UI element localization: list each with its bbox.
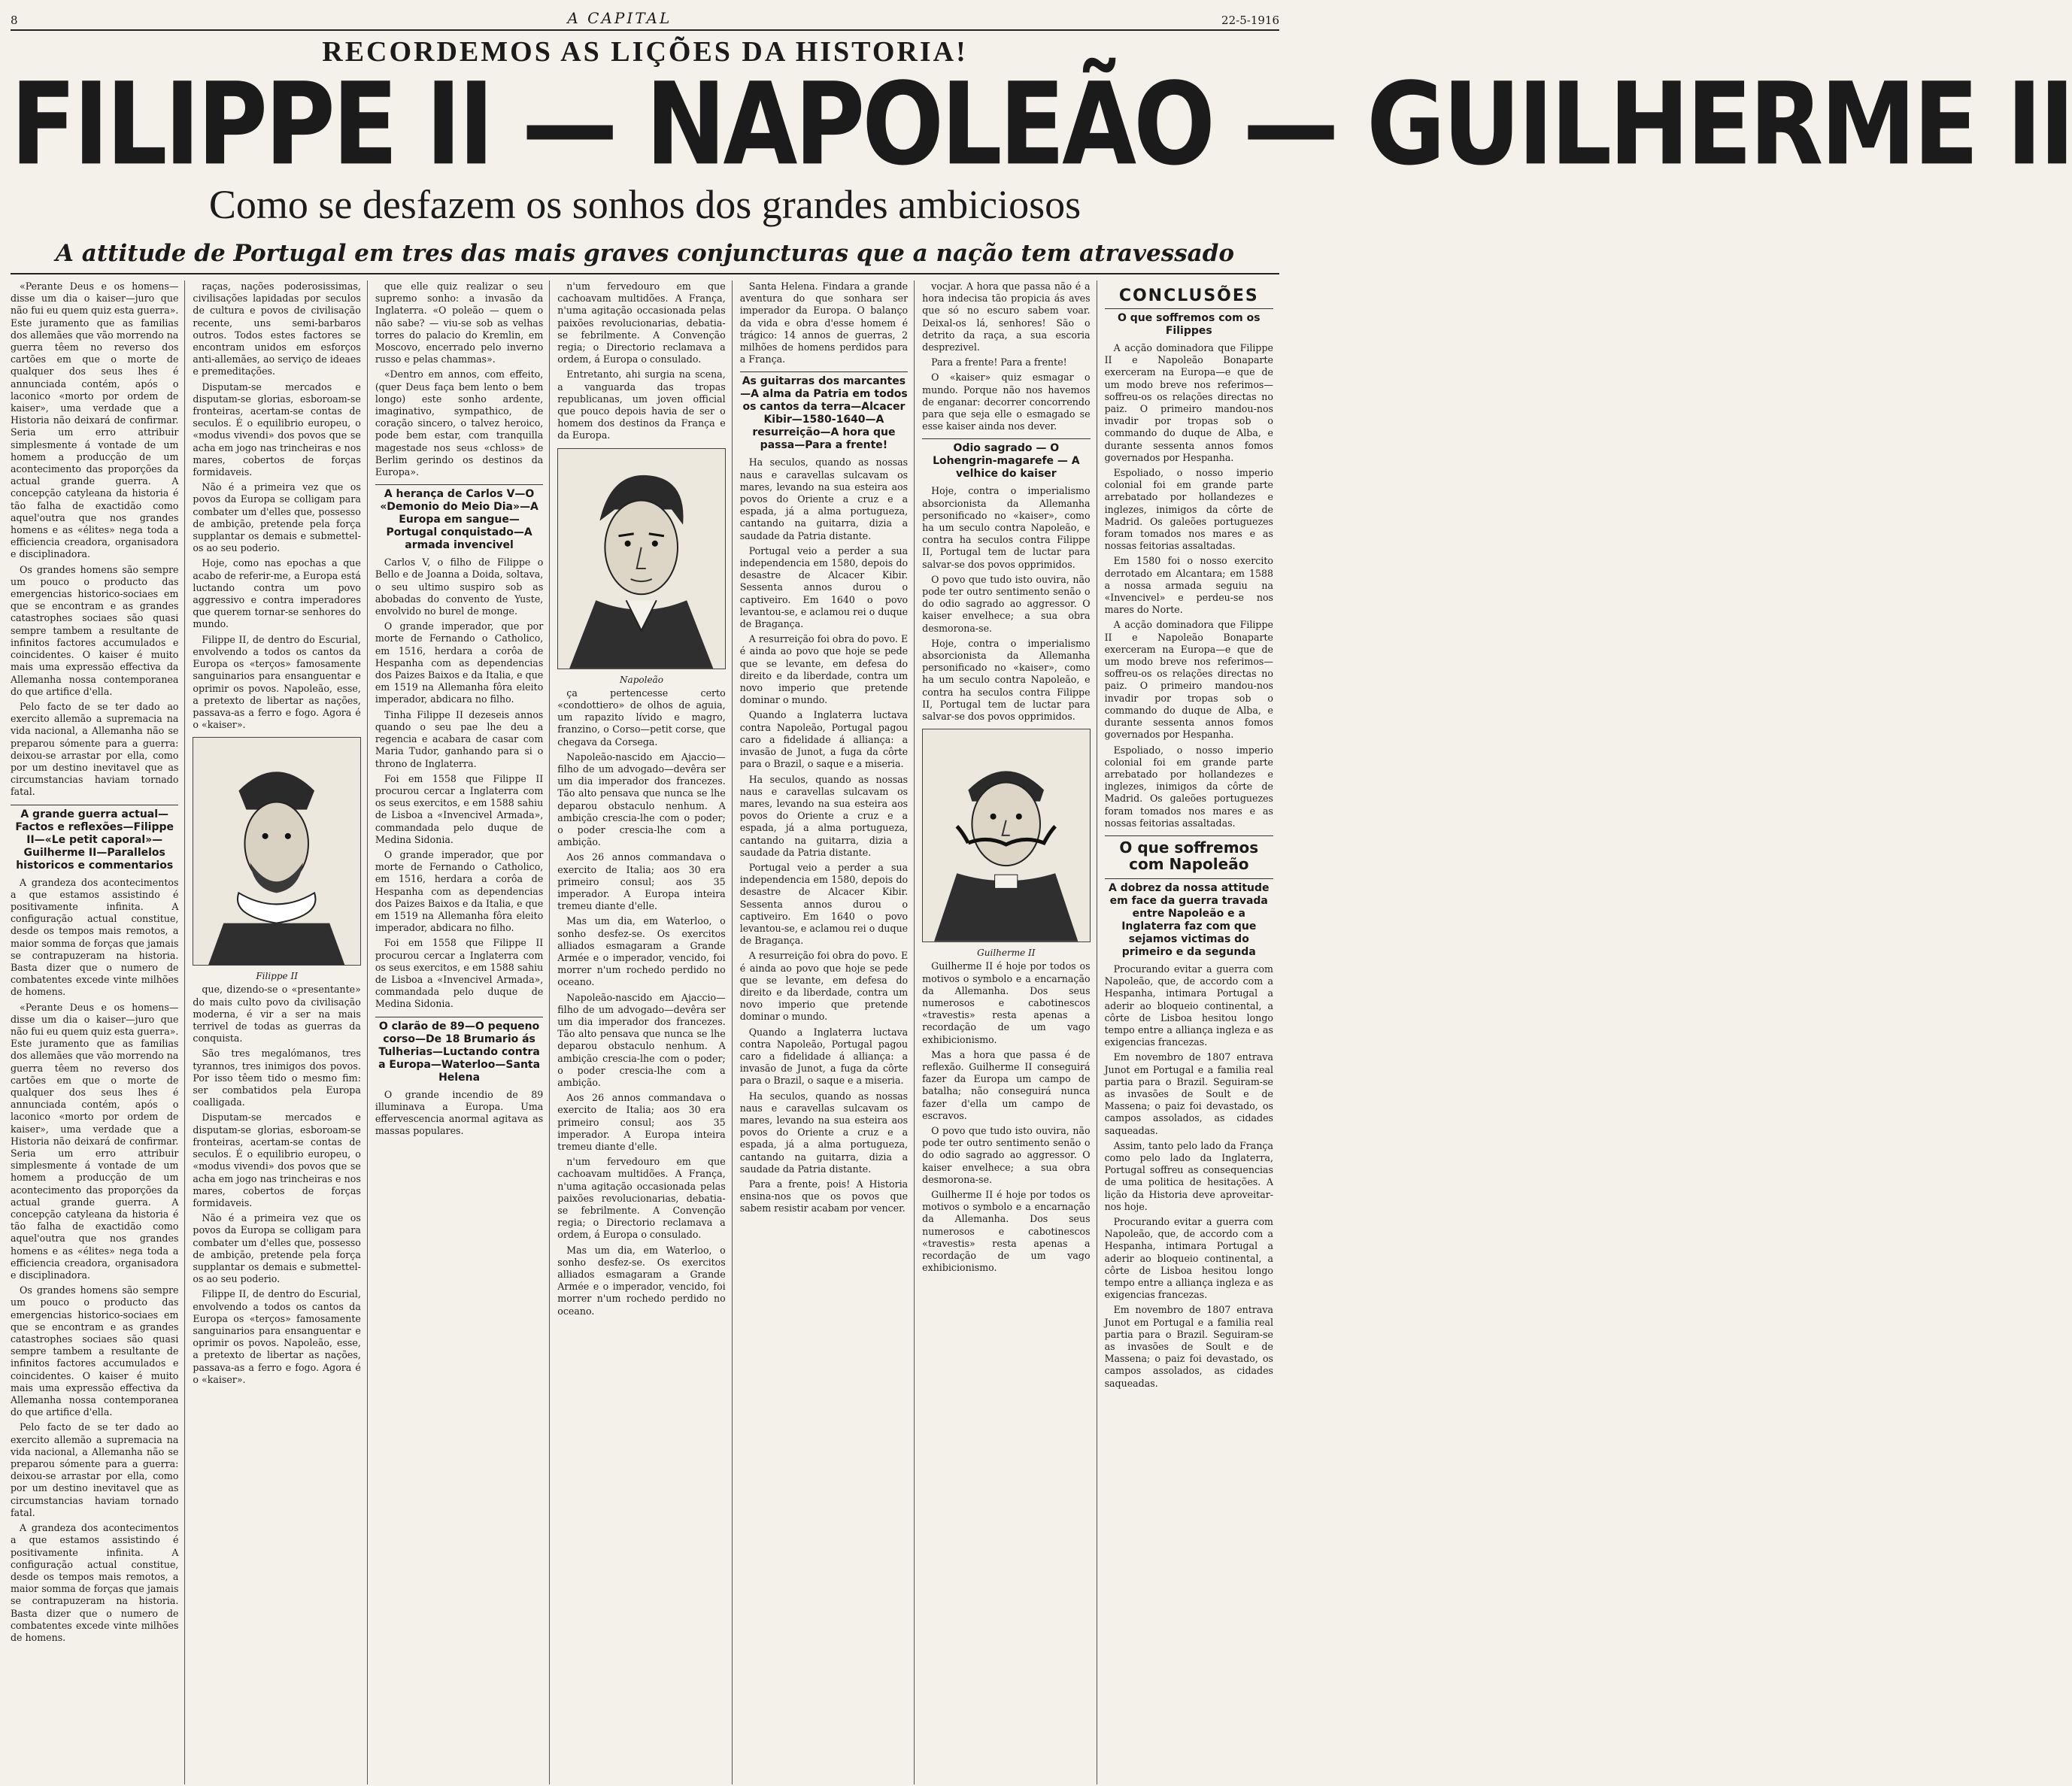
paragraph: Disputam-se mercados e disputam-se glorias, esboroam-se fronteiras, acertam-se contas de seculos. É o equilibrio europeu, o «modus vivendi» dos povos que se acha em jogo nas trincheiras e nos mares, cobertos de forças formidaveis. [193, 1111, 361, 1208]
column-4 [557, 280, 732, 1784]
paragraph: Foi em 1558 que Filippe II procurou cercar a Inglaterra com os seus exercitos, e em 1588 sahiu de Lisboa a «Invencivel Armada», commandada pelo duque de Medina Sidonia. [375, 937, 544, 1010]
section-heading: A herança de Carlos V—O «Demonio do Meio Dia»—A Europa em sangue—Portugal conquistado—A armada invencivel [375, 484, 543, 552]
paragraph: Filippe II, de dentro do Escurial, envolvendo a todos os cantos da Europa os «terços» famosamente sanguinarios para ensanguentar e oprimir os povos. Napoleão, esse, a pretexto de libertar as nações, passava-as a ferro e fogo. Agora é o «kaiser». [193, 1288, 361, 1385]
paragraph: vocjar. A hora que passa não é a hora indecisa tão propicia ás aves que só no escuro sabem voar. Deixal-os lá, senhores! São o detrito da raça, a sua escoria desprezivel. [922, 280, 1091, 353]
paragraph: que, dizendo-se o «presentante» do mais culto povo da civilisação moderna, é vir a ser na mais terrivel de todas as guerras da conquista. [193, 984, 361, 1045]
paragraph: Hoje, como nas epochas a que acabo de referir-me, a Europa está luctando contra um povo aggressivo e contra imperadores que querem tornar-se senhores do mundo. [193, 557, 361, 630]
napoleao-portrait-illustration [558, 449, 724, 669]
paragraph: O «kaiser» quiz esmagar o mundo. Porque não nos havemos de enganar: decorrer concorrendo para que seja elle o esmagado se esse kaiser ainda nos dever. [922, 371, 1091, 432]
paragraph: raças, nações poderosissimas, civilisações lapidadas por seculos de cultura e povos de civilisação recente, uns semi-barbaros outros. Todos estes factores se encontram unidos em esforços anti-allemães, ao serviço de ideaes e premeditações. [193, 280, 361, 378]
paragraph: Os grandes homens são sempre um pouco o producto das emergencias historico-sociaes em que se encontram e as grandes catastrophes sociaes são quasi sempre tambem a resultante de infinitos factores accumulados e coincidentes. O kaiser é muito mais uma expressão effectiva da Allemanha nossa contemporanea do que artifice d'ella. [11, 563, 179, 697]
paragraph: O grande incendio de 89 illuminava a Europa. Uma effervescencia anormal agitava as massas populares. [375, 1088, 544, 1137]
portrait-caption: Napoleão [620, 674, 663, 685]
paragraph: Napoleão-nascido em Ajaccio—filho de um advogado—devêra ser um dia imperador dos francezes. Tão alto pensava que nunca se lhe deparou obstaculo nenhum. A ambição crescia-lhe com o poder; o poder crescia-lhe com a ambição. [557, 991, 726, 1088]
paragraph: Disputam-se mercados e disputam-se glorias, esboroam-se fronteiras, acertam-se contas de seculos. É o equilibrio europeu, o «modus vivendi» dos povos que se acha em jogo nas trincheiras e nos mares, cobertos de forças formidaveis. [193, 381, 361, 478]
paragraph: Quando a Inglaterra luctava contra Napoleão, Portugal pagou caro a fidelidade á alliança: a invasão de Junot, a fuga da côrte para o Brazil, o saque e a miseria. [739, 1026, 909, 1087]
paragraph: Portugal veio a perder a sua independencia em 1580, depois do desastre de Alcacer Kibir. Sessenta annos durou o captiveiro. Em 1640 o povo levantou-se, e aclamou rei o duque de Bragança. [739, 861, 909, 947]
paragraph: Guilherme II é hoje por todos os motivos o symbolo e a encarnação da Allemanha. Dos seus numerosos e cabotinescos «travestis» resta apenas a recordação de um vago exhibicionismo. [922, 960, 1091, 1045]
paragraph: Não é a primeira vez que os povos da Europa se colligam para combater um d'elles que, possesso de ambição, pretende pela força supplantar os demais e submettel-os ao seu poderio. [193, 1212, 361, 1285]
paragraph: Aos 26 annos commandava o exercito de Italia; aos 30 era primeiro consul; aos 35 imperador. A Europa inteira tremeu diante d'elle. [557, 1092, 726, 1153]
paragraph: Espoliado, o nosso imperio colonial foi em grande parte arrebatado por hollandezes e inglezes, inimigos da côrte de Madrid. Os galeões portuguezes foram tomados nos mares e as nossas feitorias assaltadas. [1104, 744, 1273, 829]
paragraph: Ha seculos, quando as nossas naus e caravellas sulcavam os mares, levando na sua esteira aos povos do Oriente a cruz e a espada, já a alma portugueza, cantando na guitarra, dizia a saudade da Patria distante. [739, 773, 909, 858]
paragraph: Procurando evitar a guerra com Napoleão, que, de accordo com a Hespanha, intimara Portugal a aderir ao bloqueio continental, a côrte de Lisboa hesitou longo tempo entre a alliança ingleza e as exigencias francezas. [1104, 1215, 1273, 1301]
paragraph: A resurreição foi obra do povo. E é ainda ao povo que hoje se pede que se levante, em defesa do direito e da liberdade, contra um novo imperio que pretende dominar o mundo. [739, 950, 909, 1023]
paragraph: Portugal veio a perder a sua independencia em 1580, depois do desastre de Alcacer Kibir. Sessenta annos durou o captiveiro. Em 1640 o povo levantou-se, e aclamou rei o duque de Bragança. [739, 544, 909, 630]
portrait-caption: Guilherme II [977, 948, 1036, 959]
banner-heading: A attitude de Portugal em tres das mais graves conjuncturas que a nação tem atravessado [11, 240, 1279, 274]
paragraph: A grandeza dos acontecimentos a que estamos assistindo é positivamente infinita. A configuração actual constitue, desde os tempos mais remotos, a maior somma de forças que jamais se contrapuzeram na historia. Basta dizer que o numero de combatentes excede vinte milhões de homens. [11, 876, 179, 998]
paragraph: Foi em 1558 que Filippe II procurou cercar a Inglaterra com os seus exercitos, e em 1588 sahiu de Lisboa a «Invencivel Armada», commandada pelo duque de Medina Sidonia. [375, 772, 544, 845]
paragraph: «Perante Deus e os homens—disse um dia o kaiser—juro que não fui eu quem quiz esta guerra». Este juramento que as familias dos allemães que vão morrendo na guerra têem no reverso dos cartões em que o morte de qualquer dos seus lhes é annunciada contém, após o laconico «morto por ordem de kaiser», uma verdade que a Historia não deixará de confirmar. Seria um erro attribuir simplesmente á vontade de um homem a producção de um acontecimento das proporções da actual grande guerra. A concepção catyleana da historia é tão falha de exactidão como aquel'outra que nos grandes homens e as «élites» nega toda a efficiencia creadora, organisadora e disciplinadora. [11, 1001, 179, 1281]
column-2 [193, 280, 367, 1784]
paragraph: n'um fervedouro em que cachoavam multidões. A França, n'uma agitação occasionada pelas paixões revolucionarias, debatia-se febrilmente. A Convenção regia; o Directorio reclamava a ordem, á Europa o consulado. [557, 1156, 726, 1241]
section-heading: O que soffremos com Napoleão [1105, 835, 1273, 872]
column-5 [740, 280, 915, 1784]
paragraph: São tres megalómanos, tres tyrannos, tres inimigos dos povos. Por isso têem tido o mesmo fim: ser combatidos pela Europa coalligada. [193, 1048, 361, 1108]
paragraph: Pelo facto de se ter dado ao exercito allemão a supremacia na vida nacional, a Allemanha não se preparou sómente para a guerra: deixou-se arrastar por ella, como por um destino inevitavel que as circumstancias haviam tornado fatal. [11, 700, 179, 798]
paragraph: Em 1580 foi o nosso exercito derrotado em Alcantara; em 1588 a nossa armada seguiu na «Invencivel» e perdeu-se nos mares do Norte. [1104, 555, 1273, 616]
paragraph: que elle quiz realizar o seu supremo sonho: a invasão da Inglaterra. «O poleão — quem o não sabe? — viu-se sob as velhas torres do palacio do Kremlin, em Moscovo, encerrado pelo inverno russo e pelas chammas». [375, 280, 544, 365]
portrait-guilherme-ii [922, 729, 1090, 942]
paragraph: Mas a hora que passa é de reflexão. Guilherme II conseguirá fazer da Europa um campo de batalha; não conseguirá nunca fazer d'ella um campo de escravos. [922, 1048, 1091, 1121]
paragraph: ça pertencesse certo «condottiero» de olhos de aguia, um rapazito lívido e magro, franzino, o Corso—petit corse, que chegava da Corsega. [557, 687, 726, 747]
paragraph: Guilherme II é hoje por todos os motivos o symbolo e a encarnação da Allemanha. Dos seus numerosos e cabotinescos «travestis» resta apenas a recordação de um vago exhibicionismo. [922, 1188, 1091, 1274]
subtitle: Como se desfazem os sonhos dos grandes ambiciosos [208, 182, 1082, 227]
paragraph: Assim, tanto pelo lado da França como pelo lado da Inglaterra, Portugal soffreu as consequencias de uma politica de hesitações. A lição da Historia deve aproveitar-nos hoje. [1104, 1139, 1273, 1212]
paragraph: Procurando evitar a guerra com Napoleão, que, de accordo com a Hespanha, intimara Portugal a aderir ao bloqueio continental, a côrte de Lisboa hesitou longo tempo entre a alliança ingleza e as exigencias francezas. [1104, 963, 1273, 1048]
paragraph: A grandeza dos acontecimentos a que estamos assistindo é positivamente infinita. A configuração actual constitue, desde os tempos mais remotos, a maior somma de forças que jamais se contrapuzeram na historia. Basta dizer que o numero de combatentes excede vinte milhões de homens. [11, 1522, 179, 1643]
paragraph: Tinha Filippe II dezeseis annos quando o seu pae lhe deu a regencia e acabara de casar com Maria Tudor, ganhando para si o throno de Inglaterra. [375, 708, 544, 769]
section-heading: O clarão de 89—O pequeno corso—De 18 Brumario ás Tulherias—Luctando contra a Europa—Waterloo—Santa Helena [375, 1017, 543, 1084]
paragraph: Mas um dia, em Waterloo, o sonho desfez-se. Os exercitos alliados esmagaram a Grande Armée e o imperador, vencido, foi morrer n'um rochedo perdido no oceano. [557, 1244, 726, 1317]
column-7 [1105, 280, 1279, 1784]
paragraph: Os grandes homens são sempre um pouco o producto das emergencias historico-sociaes em que se encontram e as grandes catastrophes sociaes são quasi sempre tambem a resultante de infinitos factores accumulados e coincidentes. O kaiser é muito mais uma expressão effectiva da Allemanha nossa contemporanea do que artifice d'ella. [11, 1284, 179, 1418]
paragraph: Santa Helena. Findara a grande aventura do que sonhara ser imperador da Europa. O balanço da vida e obra d'esse homem é trágico: 14 annos de guerras, 2 milhões de homens perdidos para a França. [739, 280, 909, 365]
paragraph: Em novembro de 1807 entrava Junot em Portugal e a familia real partia para o Brazil. Seguiram-se as invasões de Soult e de Massena; o paiz foi devastado, os campos assolados, as cidades saqueadas. [1104, 1051, 1273, 1136]
section-heading: As guitarras dos marcantes—A alma da Patria em todos os cantos da terra—Alcacer Kibir—1580-1640—A resurreição—A hora que passa—Para a frente! [740, 371, 908, 452]
article-columns [11, 280, 1279, 1784]
paper-name: A CAPITAL [567, 9, 672, 27]
paragraph: Para a frente! Para a frente! [931, 356, 1067, 368]
guilherme-portrait-illustration [923, 729, 1089, 942]
paragraph: Pelo facto de se ter dado ao exercito allemão a supremacia na vida nacional, a Allemanha não se preparou sómente para a guerra: deixou-se arrastar por ella, como por um destino inevitavel que as circumstancias haviam tornado fatal. [11, 1421, 179, 1518]
column-1 [11, 280, 185, 1784]
portrait-napoleao [557, 448, 725, 669]
paragraph: Aos 26 annos commandava o exercito de Italia; aos 30 era primeiro consul; aos 35 imperador. A Europa inteira tremeu diante d'elle. [557, 851, 726, 912]
paragraph: Mas um dia, em Waterloo, o sonho desfez-se. Os exercitos alliados esmagaram a Grande Armée e o imperador, vencido, foi morrer n'um rochedo perdido no oceano. [557, 915, 726, 988]
kicker-heading: RECORDEMOS AS LIÇÕES DA HISTORIA! [322, 36, 968, 68]
paragraph: Filippe II, de dentro do Escurial, envolvendo a todos os cantos da Europa os «terços» famosamente sanguinarios para ensanguentar e oprimir os povos. Napoleão, esse, a pretexto de libertar as nações, passava-as a ferro e fogo. Agora é o «kaiser». [193, 633, 361, 731]
paragraph: O povo que tudo isto ouvira, não pode ter outro sentimento senão o do odio sagrado ao aggressor. O kaiser envelhece; a sua obra desmorona-se. [922, 1124, 1091, 1185]
paragraph: Em novembro de 1807 entrava Junot em Portugal e a familia real partia para o Brazil. Seguiram-se as invasões de Soult e de Massena; o paiz foi devastado, os campos assolados, as cidades saqueadas. [1104, 1304, 1273, 1389]
portrait-filippe-ii [193, 737, 360, 966]
paragraph: «Dentro em annos, com effeito, (quer Deus faça bem lento o bem longo) este sonho ardente, imaginativo, sympathico, de coração sincero, o talvez heroico, pode bem estar, com tranquilla magestade nos seus «chloss» de Berlim gerindo os destinos da Europa». [375, 368, 544, 478]
column-6 [922, 280, 1097, 1784]
paragraph: Espoliado, o nosso imperio colonial foi em grande parte arrebatado por hollandezes e inglezes, inimigos da côrte de Madrid. Os galeões portuguezes foram tomados nos mares e as nossas feitorias assaltadas. [1104, 467, 1273, 552]
section-heading: A grande guerra actual—Factos e reflexões—Filippe II—«Le petit caporal»—Guilherme II—Parallelos historicos e commentarios [11, 805, 178, 872]
paragraph: Ha seculos, quando as nossas naus e caravellas sulcavam os mares, levando na sua esteira aos povos do Oriente a cruz e a espada, já a alma portugueza, cantando na guitarra, dizia a saudade da Patria distante. [739, 456, 909, 541]
paragraph: Quando a Inglaterra luctava contra Napoleão, Portugal pagou caro a fidelidade á alliança: a invasão de Junot, a fuga da côrte para o Brazil, o saque e a miseria. [739, 709, 909, 770]
paragraph: O grande imperador, que por morte de Fernando o Catholico, em 1516, herdara a corôa de Hespanha com as dependencias dos Paizes Baixos e da Italia, e que em 1519 na Allemanha fôra eleito imperador, abdicara no filho. [375, 848, 544, 934]
paragraph: A resurreição foi obra do povo. E é ainda ao povo que hoje se pede que se levante, em defesa do direito e da liberdade, contra um novo imperio que pretende dominar o mundo. [739, 633, 909, 706]
masthead [11, 9, 1279, 31]
paragraph: Ha seculos, quando as nossas naus e caravellas sulcavam os mares, levando na sua esteira aos povos do Oriente a cruz e a espada, já a alma portugueza, cantando na guitarra, dizia a saudade da Patria distante. [739, 1090, 909, 1175]
section-subheading: A dobrez da nossa attitude em face da guerra travada entre Napoleão e a Inglaterra faz com que sejamos victimas do primeiro e da segunda [1105, 878, 1273, 959]
paragraph: Napoleão-nascido em Ajaccio—filho de um advogado—devêra ser um dia imperador dos francezes. Tão alto pensava que nunca se lhe deparou obstaculo nenhum. A ambição crescia-lhe com o poder; o poder crescia-lhe com a ambição. [557, 750, 726, 848]
page-number: 8 [11, 14, 18, 27]
paragraph: Hoje, contra o imperialismo absorcionista da Allemanha personificado no «kaiser», como ha um seculo contra Napoleão, e contra ha seculos contra Filippe II, Portugal tem de luctar para salvar-se dos povos opprimidos. [922, 637, 1091, 723]
paragraph: Não é a primeira vez que os povos da Europa se colligam para combater um d'elles que, possesso de ambição, pretende pela força supplantar os demais e submettel-os ao seu poderio. [193, 481, 361, 554]
paragraph: Carlos V, o filho de Filippe o Bello e de Joanna a Doida, soltava, o seu ultimo suspiro sob as abobadas do convento de Yuste, envolvido no burel de monge. [375, 556, 544, 617]
paragraph: n'um fervedouro em que cachoavam multidões. A França, n'uma agitação occasionada pelas paixões revolucionarias, debatia-se febrilmente. A Convenção regia; o Directorio reclamava a ordem, á Europa o consulado. [557, 280, 726, 365]
paragraph: A acção dominadora que Filippe II e Napoleão Bonaparte exerceram na Europa—e que de um modo breve nos referimos—soffreu-os os relações directas no paiz. O primeiro mandou-nos invadir por tropas sob o commando do duque de Alba, e durante sessenta annos fomos governados por Hespanha. [1104, 342, 1273, 463]
issue-date: 22-5-1916 [1221, 14, 1279, 27]
paragraph: Para a frente, pois! A Historia ensina-nos que os povos que sabem resistir acabam por vencer. [739, 1178, 909, 1214]
paragraph: «Perante Deus e os homens—disse um dia o kaiser—juro que não fui eu quem quiz esta guerra». Este juramento que as familias dos allemães que vão morrendo na guerra têem no reverso dos cartões em que o morte de qualquer dos seus lhes é annunciada contém, após o laconico «morto por ordem de kaiser», uma verdade que a Historia não deixará de confirmar. Seria um erro attribuir simplesmente á vontade de um homem a producção de um acontecimento das proporções da actual grande guerra. A concepção catyleana da historia é tão falha de exactidão como aquel'outra que nos grandes homens e as «élites» nega toda a efficiencia creadora, organisadora e disciplinadora. [11, 280, 179, 560]
paragraph: O povo que tudo isto ouvira, não pode ter outro sentimento senão o do odio sagrado ao aggressor. O kaiser envelhece; a sua obra desmorona-se. [922, 573, 1091, 634]
section-heading: O que soffremos com os Filippes [1105, 308, 1273, 338]
conclusions-heading: CONCLUSÕES [1118, 287, 1259, 305]
filippe-portrait-illustration [193, 738, 359, 965]
section-heading: Odio sagrado — O Lohengrin-magarefe — A velhice do kaiser [922, 438, 1090, 481]
paragraph: Hoje, contra o imperialismo absorcionista da Allemanha personificado no «kaiser», como ha um seculo contra Napoleão, e contra ha seculos contra Filippe II, Portugal tem de luctar para salvar-se dos povos opprimidos. [922, 485, 1091, 570]
paragraph: A acção dominadora que Filippe II e Napoleão Bonaparte exerceram na Europa—e que de um modo breve nos referimos—soffreu-os os relações directas no paiz. O primeiro mandou-nos invadir por tropas sob o commando do duque de Alba, e durante sessenta annos fomos governados por Hespanha. [1104, 619, 1273, 741]
paragraph: O grande imperador, que por morte de Fernando o Catholico, em 1516, herdara a corôa de Hespanha com as dependencias dos Paizes Baixos e da Italia, e que em 1519 na Allemanha fôra eleito imperador, abdicara no filho. [375, 620, 544, 705]
paragraph: Entretanto, ahi surgia na scena, a vanguarda das tropas republicanas, um joven official que pouco depois havia de ser o homem dos destinos da França e da Europa. [557, 368, 726, 441]
main-headline: FILIPPE II — NAPOLEÃO — GUILHERME II [11, 59, 2072, 191]
column-3 [375, 280, 550, 1784]
portrait-caption: Filippe II [256, 971, 298, 982]
